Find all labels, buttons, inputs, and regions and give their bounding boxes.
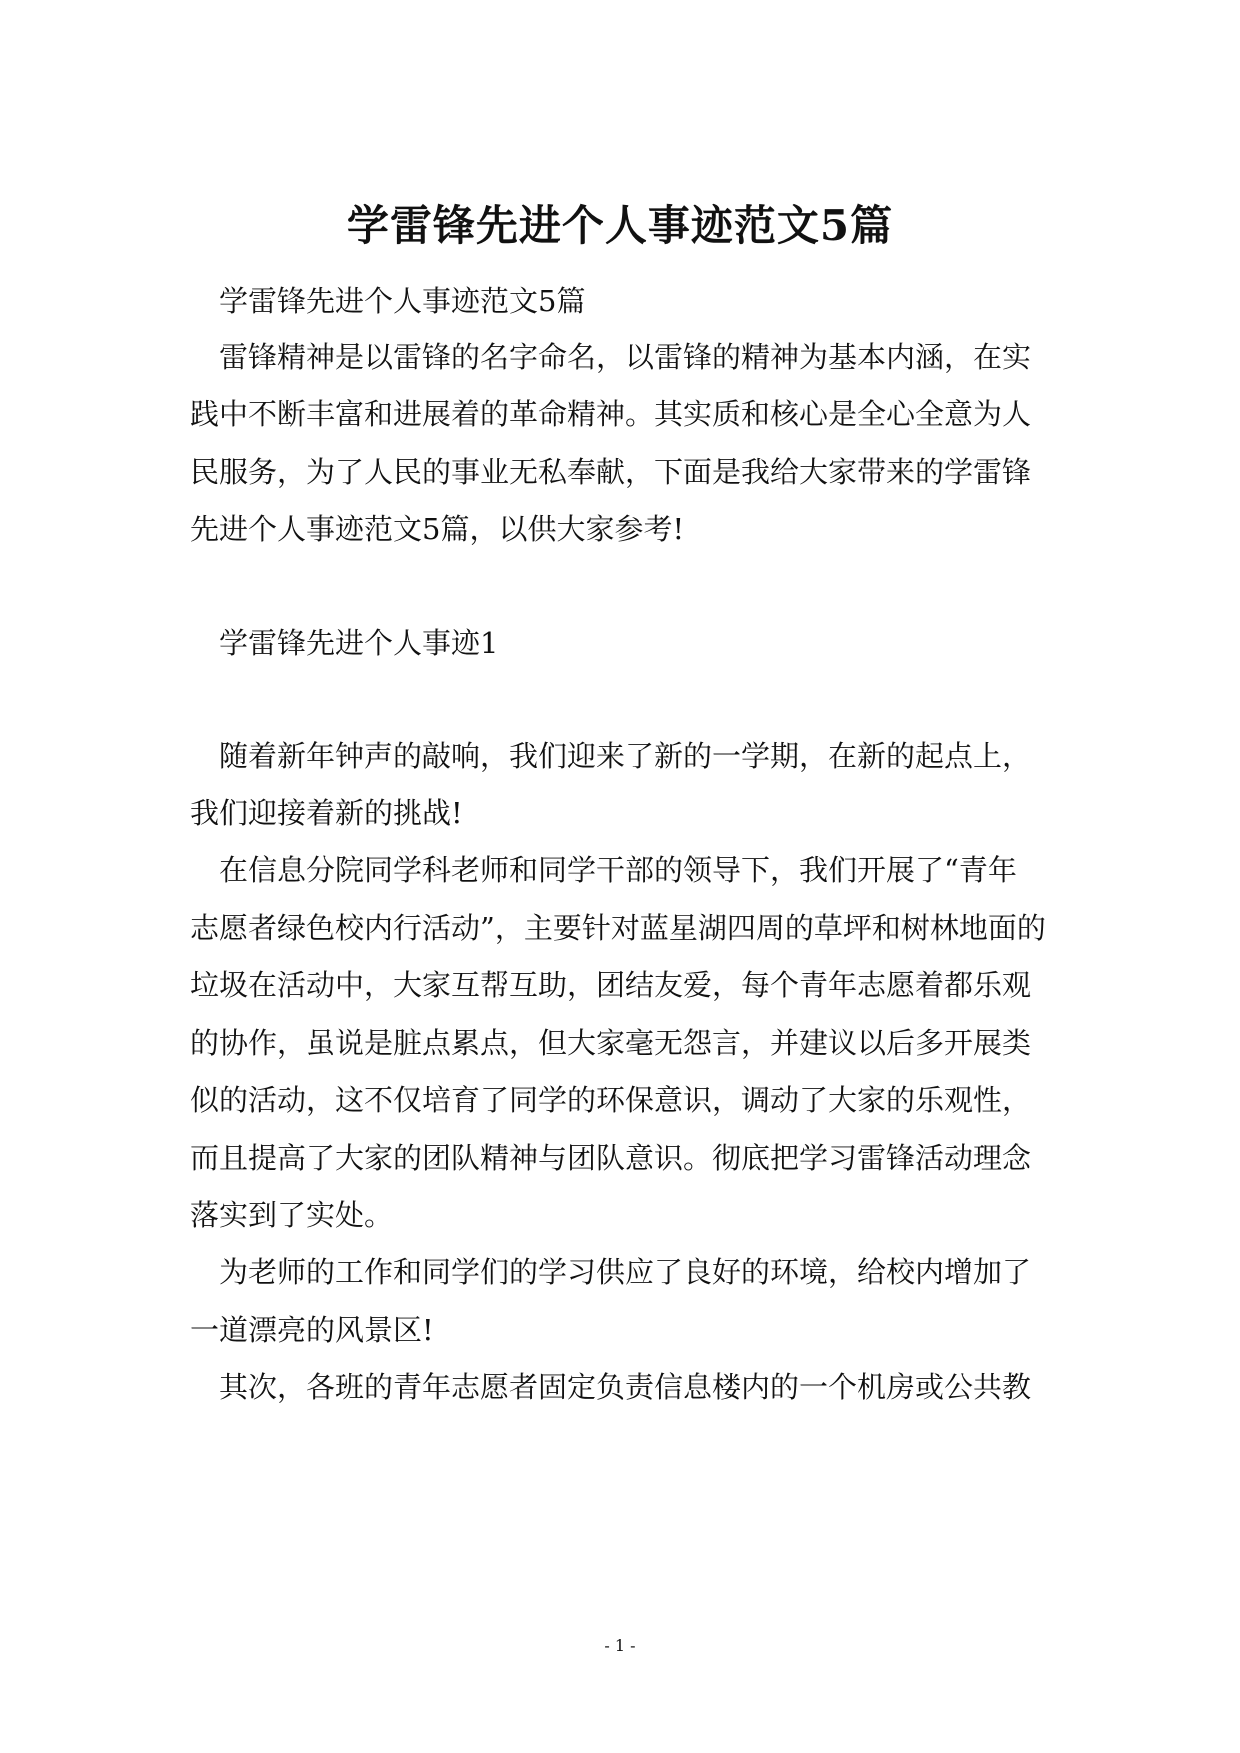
paragraph-line: 为老师的工作和同学们的学习供应了良好的环境，给校内增加了	[219, 1255, 1032, 1289]
paragraph-line: 民服务，为了人民的事业无私奉献，下面是我给大家带来的学雷锋	[190, 455, 1032, 489]
paragraph-line: 的协作，虽说是脏点累点，但大家毫无怨言，并建议以后多开展类	[190, 1026, 1032, 1060]
paragraph-line: 随着新年钟声的敲响，我们迎来了新的一学期，在新的起点上，	[219, 739, 1032, 773]
section-heading: 学雷锋先进个人事迹1	[219, 626, 499, 660]
paragraph-line: 我们迎接着新的挑战!	[190, 796, 463, 830]
paragraph-line: 落实到了实处。	[190, 1198, 394, 1232]
paragraph-line: 志愿者绿色校内行活动”，主要针对蓝星湖四周的草坪和树林地面的	[190, 911, 1046, 945]
paragraph-line: 而且提高了大家的团队精神与团队意识。彻底把学习雷锋活动理念	[190, 1141, 1032, 1175]
paragraph-line: 垃圾在活动中，大家互帮互助，团结友爱，每个青年志愿着都乐观	[190, 968, 1032, 1002]
paragraph-line: 践中不断丰富和进展着的革命精神。其实质和核心是全心全意为人	[190, 397, 1032, 431]
subtitle-line: 学雷锋先进个人事迹范文5篇	[219, 284, 586, 318]
paragraph-line: 先进个人事迹范文5篇，以供大家参考!	[190, 512, 685, 546]
paragraph-line: 在信息分院同学科老师和同学干部的领导下，我们开展了“青年	[219, 853, 1017, 887]
page-number: - 1 -	[604, 1636, 636, 1655]
paragraph-line: 一道漂亮的风景区!	[190, 1313, 434, 1347]
document-title: 学雷锋先进个人事迹范文5篇	[346, 201, 894, 250]
paragraph-line: 雷锋精神是以雷锋的名字命名，以雷锋的精神为基本内涵，在实	[219, 340, 1032, 374]
paragraph-line: 其次，各班的青年志愿者固定负责信息楼内的一个机房或公共教	[219, 1370, 1032, 1404]
paragraph-line: 似的活动，这不仅培育了同学的环保意识，调动了大家的乐观性，	[190, 1083, 1032, 1117]
